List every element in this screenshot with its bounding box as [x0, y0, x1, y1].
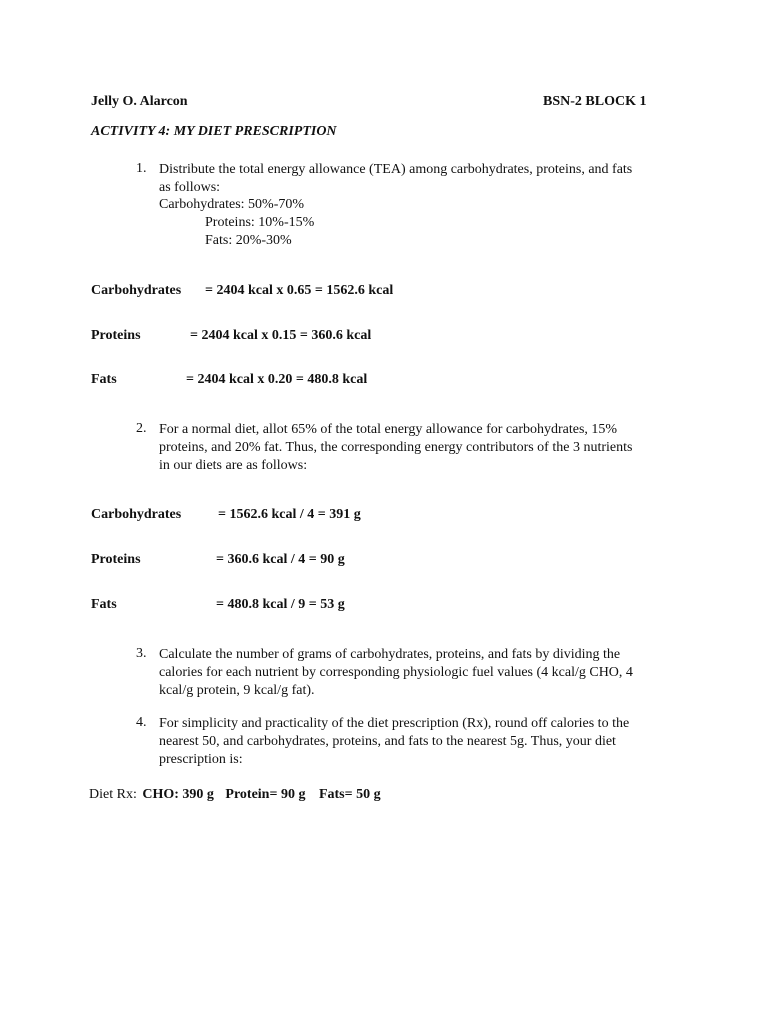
diet-rx-protein: Protein= 90 g	[225, 787, 306, 802]
step-4-line: prescription is:	[159, 752, 243, 767]
calc2-protein-equation: = 360.6 kcal / 4 = 90 g	[216, 552, 345, 567]
calc2-carb-equation: = 1562.6 kcal / 4 = 391 g	[218, 507, 361, 522]
step-4-text	[159, 715, 629, 769]
diet-rx-fats: Fats= 50 g	[318, 787, 381, 802]
student-name: Jelly O. Alarcon	[91, 94, 188, 109]
calc1-fat-label: Fats	[91, 372, 117, 387]
step-2-number: 2.	[136, 421, 147, 436]
calc1-carb-label: Carbohydrates	[91, 283, 182, 298]
step-3-line: kcal/g protein, 9 kcal/g fat).	[159, 683, 315, 698]
calc2-fat-label: Fats	[91, 597, 117, 612]
calc1-fat-equation: = 2404 kcal x 0.20 = 480.8 kcal	[186, 372, 368, 387]
range-fats: Fats: 20%-30%	[205, 233, 292, 248]
range-proteins: Proteins: 10%-15%	[205, 215, 315, 230]
step-3-text	[159, 646, 633, 700]
step-1-line: Distribute the total energy allowance (TEA) among carbohydrates, proteins, and fats	[159, 162, 633, 177]
diet-rx-label: Diet Rx:	[89, 787, 137, 802]
calc2-protein-label: Proteins	[91, 552, 141, 567]
range-carbohydrates: Carbohydrates: 50%-70%	[159, 197, 305, 212]
activity-title: ACTIVITY 4: MY DIET PRESCRIPTION	[91, 124, 337, 139]
step-2-line: For a normal diet, allot 65% of the total energy allowance for carbohydrates, 15%	[159, 422, 618, 437]
step-3-number: 3.	[136, 646, 147, 661]
step-4-line: nearest 50, and carbohydrates, proteins, and fats to the nearest 5g. Thus, your diet	[159, 734, 616, 749]
step-2-text	[159, 421, 632, 475]
calc1-protein-label: Proteins	[91, 328, 141, 343]
calc2-carb-label: Carbohydrates	[91, 507, 182, 522]
step-3-line: calories for each nutrient by corresponding physiologic fuel values (4 kcal/g CHO, 4	[159, 665, 633, 680]
diet-rx-cho: CHO: 390 g	[142, 787, 214, 802]
course-block: BSN-2 BLOCK 1	[543, 94, 647, 109]
step-4-line: For simplicity and practicality of the diet prescription (Rx), round off calories to the	[159, 716, 630, 731]
step-1-number: 1.	[136, 161, 147, 176]
step-2-line: proteins, and 20% fat. Thus, the corresponding energy contributors of the 3 nutrients	[159, 440, 633, 455]
step-1-text	[159, 161, 632, 197]
calc2-fat-equation: = 480.8 kcal / 9 = 53 g	[216, 597, 345, 612]
diet-rx-line	[89, 787, 381, 803]
step-3-line: Calculate the number of grams of carbohydrates, proteins, and fats by dividing the	[159, 647, 621, 662]
step-4-number: 4.	[136, 715, 147, 730]
calc1-carb-equation: = 2404 kcal x 0.65 = 1562.6 kcal	[205, 283, 394, 298]
calc1-protein-equation: = 2404 kcal x 0.15 = 360.6 kcal	[190, 328, 372, 343]
step-1-line: as follows:	[159, 180, 221, 195]
step-2-line: in our diets are as follows:	[159, 458, 308, 473]
